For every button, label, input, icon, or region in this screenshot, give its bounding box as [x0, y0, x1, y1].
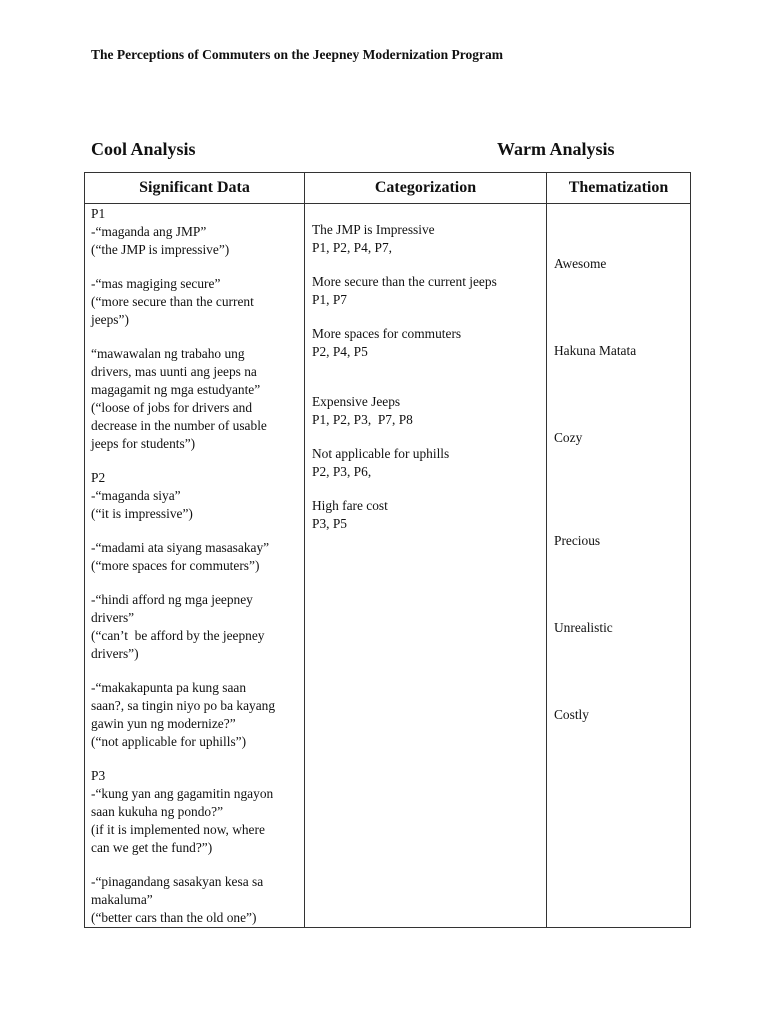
thematization-text [547, 204, 690, 760]
categorization-line: P1, P2, P4, P7, [312, 240, 393, 255]
categorization-line: Not applicable for uphills [312, 446, 450, 461]
significant-data-line: saan kukuha ng pondo?” [91, 804, 224, 819]
categorization-spacer [312, 429, 546, 445]
significant-data-line: “mawawalan ng trabaho ung [91, 346, 245, 361]
significant-data-line: P1 [91, 206, 106, 221]
categorization-line: P1, P7 [312, 292, 347, 307]
significant-data-line: -“kung yan ang gagamitin ngayon [91, 786, 274, 801]
categorization-line: P2, P4, P5 [312, 344, 368, 359]
categorization-line: P3, P5 [312, 516, 347, 531]
cool-analysis-heading: Cool Analysis [91, 139, 196, 159]
significant-data-line: -“hindi afford ng mga jeepney [91, 592, 253, 607]
significant-data-line: P3 [91, 768, 106, 783]
theme-unrealistic: Unrealistic [554, 620, 613, 635]
significant-data-line: drivers”) [91, 646, 139, 661]
significant-data-spacer [91, 751, 304, 767]
significant-data-line: (“more spaces for commuters”) [91, 558, 260, 573]
significant-data-line: (“the JMP is impressive”) [91, 242, 230, 257]
categorization-spacer [312, 309, 546, 325]
significant-data-line: -“makakapunta pa kung saan [91, 680, 247, 695]
significant-data-spacer [91, 329, 304, 345]
significant-data-line: (“more secure than the current [91, 294, 254, 309]
significant-data-line: saan?, sa tingin niyo po ba kayang [91, 698, 276, 713]
theme-awesome: Awesome [554, 256, 607, 271]
categorization-text [305, 204, 546, 533]
categorization-line: More secure than the current jeeps [312, 274, 497, 289]
theme-precious: Precious [554, 533, 601, 548]
significant-data-line: -“madami ata siyang masasakay” [91, 540, 270, 555]
thematization-cell [547, 204, 691, 928]
table-row [85, 204, 691, 928]
theme-hakuna-matata: Hakuna Matata [554, 343, 637, 358]
document-title: The Perceptions of Commuters on the Jeepney Modernization Program [91, 47, 503, 62]
significant-data-line: drivers” [91, 610, 135, 625]
significant-data-line: -“maganda siya” [91, 488, 181, 503]
theme-cozy: Cozy [554, 430, 583, 445]
categorization-line: P2, P3, P6, [312, 464, 372, 479]
significant-data-line: makaluma” [91, 892, 153, 907]
categorization-spacer [312, 377, 546, 393]
categorization-spacer [312, 361, 546, 377]
categorization-line: More spaces for commuters [312, 326, 462, 341]
significant-data-cell [85, 204, 305, 928]
significant-data-line: -“mas magiging secure” [91, 276, 221, 291]
significant-data-line: (“can’t be afford by the jeepney [91, 628, 265, 643]
theme-costly: Costly [554, 707, 589, 722]
significant-data-line: jeeps”) [91, 312, 129, 327]
categorization-line: P1, P2, P3, P7, P8 [312, 412, 413, 427]
significant-data-line: (“it is impressive”) [91, 506, 193, 521]
warm-analysis-heading: Warm Analysis [497, 139, 615, 159]
categorization-cell [305, 204, 547, 928]
header-categorization: Categorization [305, 173, 547, 204]
header-significant-data: Significant Data [85, 173, 305, 204]
categorization-line: The JMP is Impressive [312, 222, 435, 237]
significant-data-line: gawin yun ng modernize?” [91, 716, 236, 731]
significant-data-line: P2 [91, 470, 106, 485]
categorization-spacer [312, 481, 546, 497]
significant-data-line: (“better cars than the old one”) [91, 910, 257, 925]
categorization-spacer [312, 257, 546, 273]
analysis-table [84, 172, 691, 928]
significant-data-spacer [91, 259, 304, 275]
significant-data-line: decrease in the number of usable [91, 418, 267, 433]
categorization-line: High fare cost [312, 498, 388, 513]
header-thematization: Thematization [547, 173, 691, 204]
significant-data-spacer [91, 453, 304, 469]
significant-data-line: (“loose of jobs for drivers and [91, 400, 253, 415]
significant-data-line: jeeps for students”) [91, 436, 196, 451]
significant-data-line: drivers, mas uunti ang jeeps na [91, 364, 257, 379]
significant-data-text [85, 204, 304, 927]
significant-data-spacer [91, 523, 304, 539]
significant-data-line: magagamit ng mga estudyante” [91, 382, 261, 397]
categorization-line: Expensive Jeeps [312, 394, 401, 409]
significant-data-spacer [91, 857, 304, 873]
significant-data-spacer [91, 663, 304, 679]
significant-data-line: -“maganda ang JMP” [91, 224, 207, 239]
significant-data-line: (if it is implemented now, where [91, 822, 265, 837]
significant-data-line: can we get the fund?”) [91, 840, 213, 855]
table-header-row [85, 173, 691, 204]
significant-data-line: -“pinagandang sasakyan kesa sa [91, 874, 264, 889]
significant-data-line: (“not applicable for uphills”) [91, 734, 247, 749]
significant-data-spacer [91, 575, 304, 591]
